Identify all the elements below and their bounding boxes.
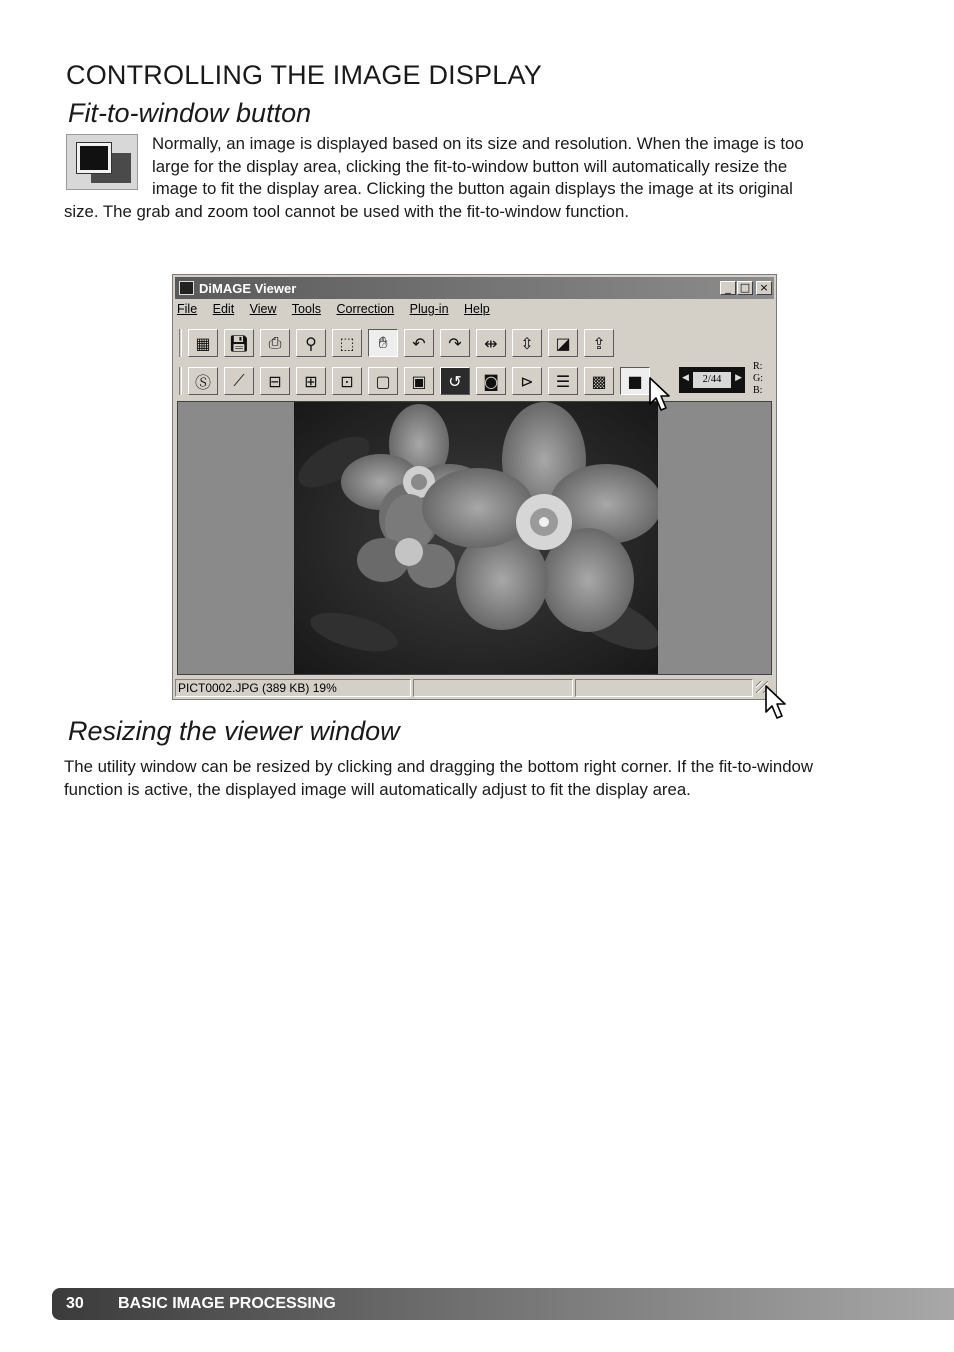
export-icon[interactable]: ⇪ (584, 329, 614, 357)
color-balance-icon[interactable]: ⊟ (260, 367, 290, 395)
fit-to-window-paragraph (152, 133, 892, 201)
paragraph-line: The utility window can be resized by clicking and dragging the bottom right corner. If the fit-to-window (64, 757, 814, 776)
fit-to-window-button[interactable]: ■ (620, 367, 650, 395)
maximize-button[interactable]: □ (737, 281, 753, 295)
paragraph-line: large for the display area, clicking the fit-to-window button will automatically resize the (152, 156, 788, 176)
variation-icon[interactable]: ⊡ (332, 367, 362, 395)
dimage-viewer-window (172, 274, 777, 700)
page-number: 30 (66, 1295, 84, 1312)
close-button[interactable]: × (756, 281, 772, 295)
app-icon (179, 281, 194, 295)
main-toolbar (179, 327, 620, 359)
reset-icon[interactable]: ↺ (440, 367, 470, 395)
grab-hand-icon[interactable]: ✋︎ (368, 329, 398, 357)
flip-horizontal-icon[interactable]: ⇹ (476, 329, 506, 357)
menu-bar (177, 302, 502, 320)
checker-icon[interactable]: ▩ (584, 367, 614, 395)
tone-curve-icon[interactable]: ⟋ (224, 367, 254, 395)
menu-help[interactable]: Help (464, 302, 490, 316)
menu-file[interactable]: File (177, 302, 198, 316)
frame-counter-value: 2/44 (693, 372, 731, 388)
zoom-icon[interactable]: ⚲ (296, 329, 326, 357)
status-cell (575, 679, 753, 697)
print-icon[interactable]: ⎙ (260, 329, 290, 357)
flower-photo (294, 402, 658, 674)
open-icon[interactable]: ▦ (188, 329, 218, 357)
rgb-readout (753, 361, 763, 397)
mouse-pointer-icon (764, 684, 790, 724)
window-title: DiMAGE Viewer (199, 281, 297, 296)
convert-icon[interactable]: ◪ (548, 329, 578, 357)
image-display-area[interactable] (177, 401, 772, 675)
undo-icon[interactable]: ▢ (368, 367, 398, 395)
rotate-right-icon[interactable]: ↷ (440, 329, 470, 357)
resizing-paragraph (64, 756, 894, 801)
rotate-left-icon[interactable]: ↶ (404, 329, 434, 357)
paragraph-line: function is active, the displayed image will automatically adjust to fit the display area. (64, 779, 691, 799)
previous-frame-icon[interactable]: ◀ (682, 373, 689, 383)
page-footer (52, 1288, 954, 1320)
fit-to-window-icon (66, 134, 138, 190)
title-bar[interactable] (175, 277, 774, 299)
brightness-contrast-icon[interactable]: ⊞ (296, 367, 326, 395)
frame-counter[interactable] (679, 367, 745, 393)
menu-correction[interactable]: Correction (336, 302, 395, 316)
next-frame-icon[interactable]: ▶ (735, 373, 742, 383)
menu-tools[interactable]: Tools (291, 302, 321, 316)
rgb-label-g: G: (753, 373, 763, 384)
status-bar (175, 679, 774, 697)
footer-section-title: BASIC IMAGE PROCESSING (118, 1295, 336, 1312)
fit-to-window-paragraph-last: size. The grab and zoom tool cannot be used with the fit-to-window function. (64, 202, 629, 221)
section-title-fit-to-window: Fit-to-window button (68, 98, 312, 128)
menu-edit[interactable]: Edit (212, 302, 235, 316)
redo-icon[interactable]: ▣ (404, 367, 434, 395)
status-cell (413, 679, 573, 697)
menu-view[interactable]: View (249, 302, 277, 316)
page-heading: CONTROLLING THE IMAGE DISPLAY (66, 60, 542, 90)
section-title-resizing: Resizing the viewer window (68, 716, 400, 746)
rgb-label-r: R: (753, 361, 763, 372)
status-filename: PICT0002.JPG (389 KB) 19% (175, 679, 411, 697)
select-icon[interactable]: ⬚ (332, 329, 362, 357)
menu-plug-in[interactable]: Plug-in (409, 302, 449, 316)
camera-icon[interactable]: ◙ (476, 367, 506, 395)
smart-correction-icon[interactable]: Ⓢ (188, 367, 218, 395)
frame-icon[interactable]: ⊳ (512, 367, 542, 395)
minimize-button[interactable]: _ (720, 281, 736, 295)
flip-vertical-icon[interactable]: ⇳ (512, 329, 542, 357)
save-icon[interactable]: 💾︎ (224, 329, 254, 357)
correction-toolbar (179, 365, 656, 397)
display-mode-icon[interactable]: ☰ (548, 367, 578, 395)
rgb-label-b: B: (753, 385, 763, 396)
mouse-pointer-icon (648, 376, 672, 414)
paragraph-line: image to fit the display area. Clicking the button again displays the image at its original (152, 179, 793, 198)
paragraph-line: Normally, an image is displayed based on its size and resolution. When the image is too (152, 134, 804, 153)
